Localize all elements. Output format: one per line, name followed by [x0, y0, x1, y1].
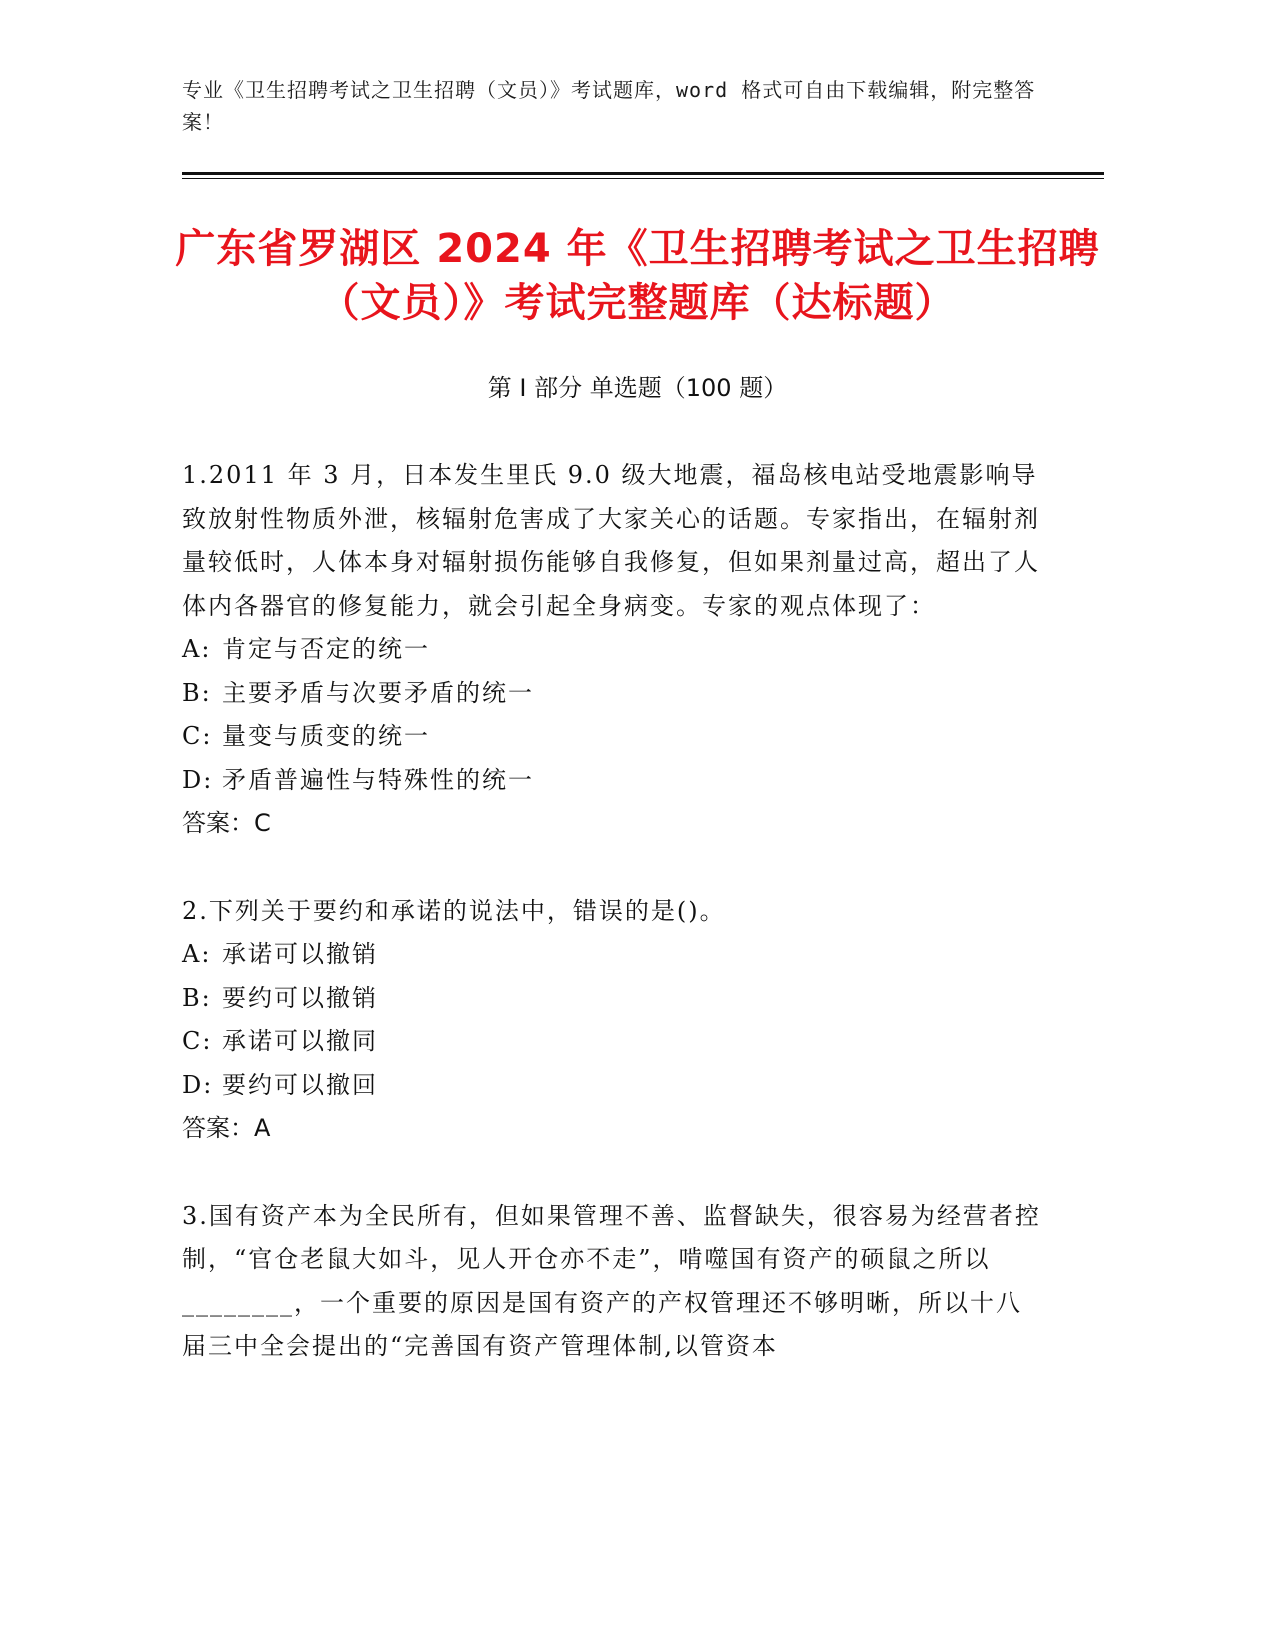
answer-line: 答案：C: [182, 809, 271, 837]
option-text: 量变与质变的统一: [222, 722, 430, 750]
question-2: [182, 890, 1042, 1151]
header-note: 专业《卫生招聘考试之卫生招聘（文员）》考试题库，word 格式可自由下载编辑，附完整答案！: [182, 78, 1036, 134]
option-text: 主要矛盾与次要矛盾的统一: [222, 678, 534, 707]
option-letter: C:: [182, 1027, 213, 1055]
option-b: [182, 672, 1042, 716]
document-title: 广东省罗湖区 2024 年《卫生招聘考试之卫生招聘（文员）》考试完整题库（达标题）: [175, 226, 1100, 326]
option-letter: A:: [182, 635, 212, 663]
option-letter: B:: [182, 678, 212, 707]
option-text: 承诺可以撤销: [222, 940, 378, 968]
option-c: [182, 1020, 1042, 1064]
option-letter: B:: [182, 983, 212, 1012]
option-a: [182, 628, 1042, 672]
option-c: [182, 715, 1042, 759]
question-text: 1.2011 年 3 月，日本发生里氏 9.0 级大地震，福岛核电站受地震影响导致放射性物质外泄，核辐射危害成了大家关心的话题。专家指出，在辐射剂量较低时，人体本身对辐射损伤能够自我修复，但如果剂量过高，超出了人体内各器官的修复能力，就会引起全身病变。专家的观点体现了：: [182, 461, 1040, 620]
header-rule-thick: [182, 172, 1104, 175]
option-letter: C:: [182, 722, 213, 750]
header-rule-thin: [182, 178, 1104, 179]
option-d: [182, 1064, 1042, 1108]
answer-line: 答案：A: [182, 1114, 271, 1142]
option-text: 承诺可以撤同: [222, 1027, 378, 1055]
option-text: 肯定与否定的统一: [222, 635, 430, 663]
option-letter: D:: [182, 1070, 214, 1099]
section-title: 第 I 部分 单选题（100 题）: [487, 374, 788, 402]
option-letter: A:: [182, 940, 212, 968]
option-text: 要约可以撤回: [222, 1070, 378, 1099]
question-list: [182, 454, 1042, 1413]
option-text: 矛盾普遍性与特殊性的统一: [222, 765, 534, 794]
option-letter: D:: [182, 765, 214, 794]
option-d: [182, 759, 1042, 803]
option-a: [182, 933, 1042, 977]
question-1: [182, 454, 1042, 846]
question-3: [182, 1195, 1042, 1369]
option-b: [182, 977, 1042, 1021]
question-text: 3.国有资产本为全民所有，但如果管理不善、监督缺失，很容易为经营者控制，“官仓老鼠大如斗，见人开仓亦不走”，啃噬国有资产的硕鼠之所以________，一个重要的原因是国有资产的产权管理还不够明晰，所以十八届三中全会提出的“完善国有资产管理体制,以管资本: [182, 1201, 1041, 1360]
question-text: 2.下列关于要约和承诺的说法中，错误的是()。: [182, 896, 726, 925]
option-text: 要约可以撤销: [222, 983, 378, 1012]
